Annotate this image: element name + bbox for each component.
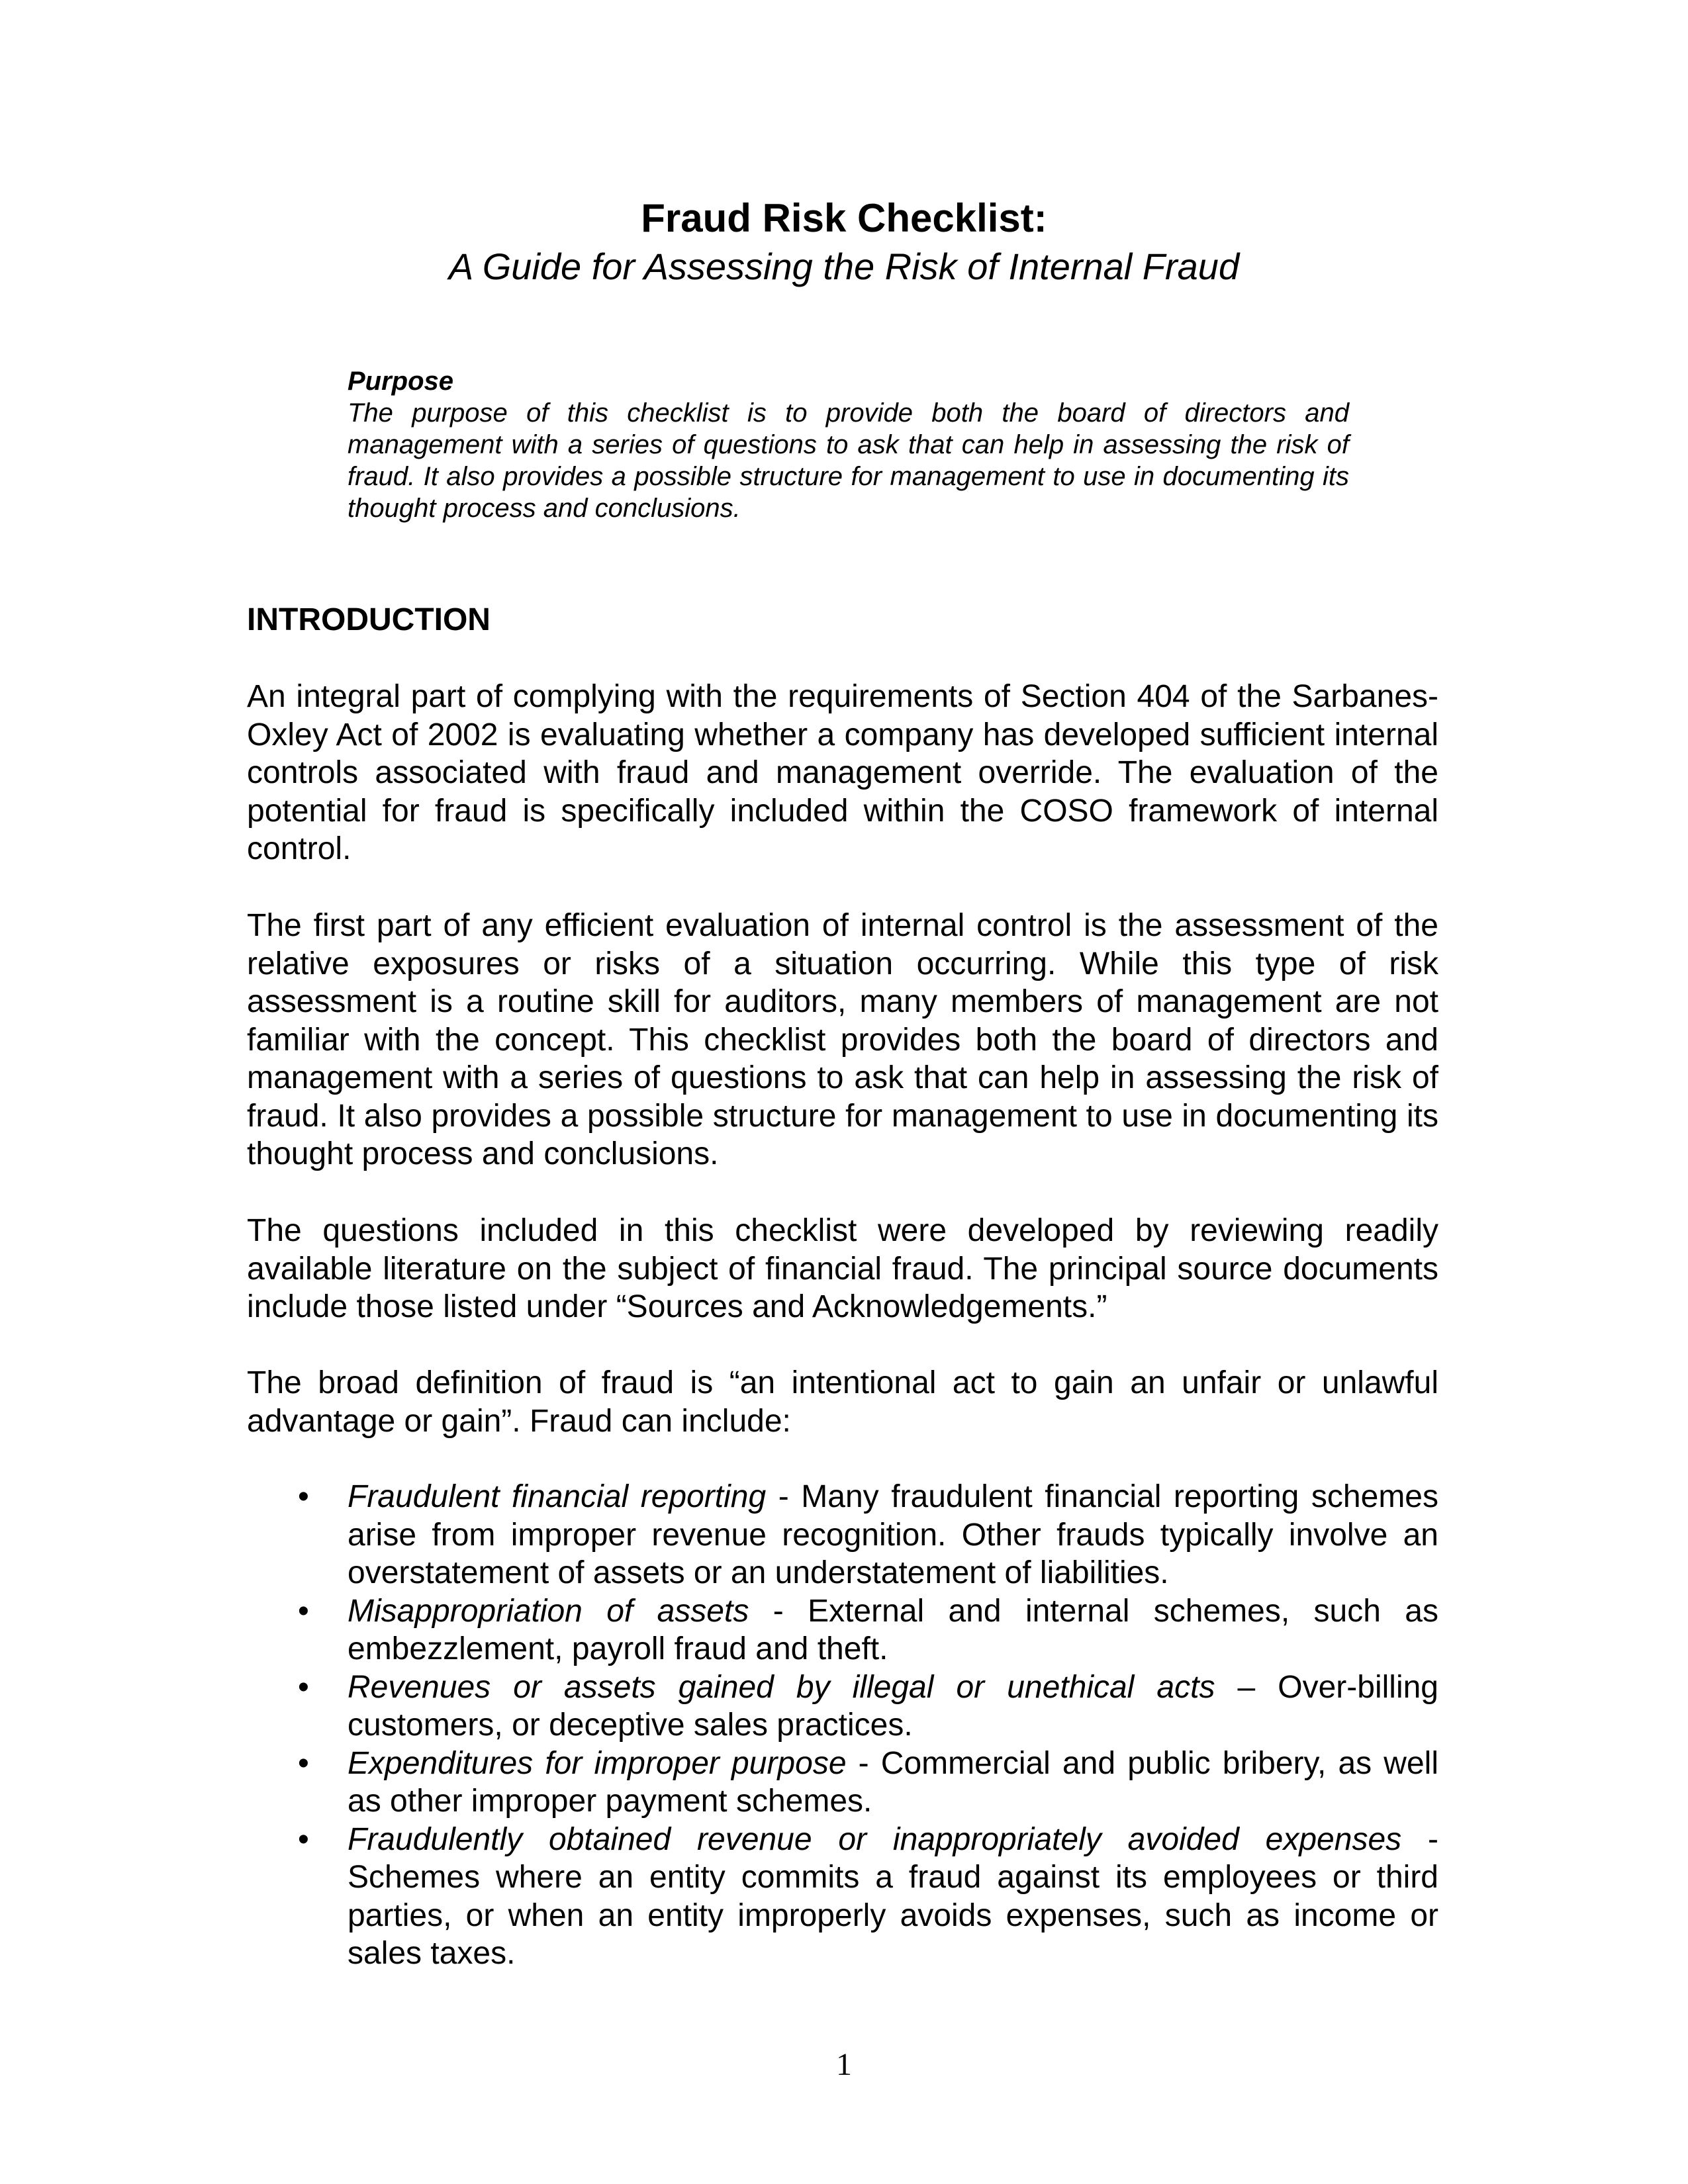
bullet-icon: • — [298, 1669, 309, 1705]
introduction-heading: INTRODUCTION — [247, 602, 491, 637]
intro-paragraph: The broad definition of fraud is “an intentional act to gain an unfair or unlawful advantage or gain”. Fraud can include: — [247, 1365, 1438, 1439]
purpose-heading: Purpose — [348, 367, 454, 396]
bullet-term: Fraudulent financial reporting — [348, 1479, 767, 1514]
list-item — [247, 1745, 1438, 1821]
bullet-text: - Commercial and public bribery, as well as other improper payment schemes. — [348, 1745, 1438, 1819]
document-title: Fraud Risk Checklist: — [641, 196, 1047, 240]
list-item — [247, 1821, 1438, 1973]
bullet-text: - External and internal schemes, such as embezzlement, payroll fraud and theft. — [348, 1593, 1438, 1666]
purpose-block — [348, 365, 1349, 524]
list-item — [247, 1592, 1438, 1668]
list-item — [247, 1668, 1438, 1745]
bullet-text: – Over-billing customers, or deceptive sales practices. — [348, 1669, 1439, 1743]
bullet-icon: • — [298, 1745, 309, 1781]
bullet-term: Misappropriation of assets — [348, 1593, 749, 1629]
purpose-text: The purpose of this checklist is to provide both the board of directors and management with a series of questions to ask that can help in assessing the risk of fraud. It also provides a possible structure for management to use in documenting its thought process and conclusions. — [348, 398, 1349, 523]
bullet-icon: • — [298, 1479, 309, 1514]
list-item — [247, 1478, 1438, 1592]
intro-paragraph: An integral part of complying with the requirements of Section 404 of the Sarbanes- Oxley Act of 2002 is evaluating whether a company has developed sufficient internal controls associated with fraud and management override. The evaluation of the potential for fraud is specifically included within the COSO framework of internal control. — [247, 679, 1438, 866]
bullet-term: Revenues or assets gained by illegal or unethical acts — [348, 1669, 1215, 1705]
fraud-types-list — [247, 1478, 1438, 1973]
intro-paragraph: The first part of any efficient evaluation of internal control is the assessment of the relative exposures or risks of a situation occurring. While this type of risk assessment is a routine skill for auditors, many members of management are not familiar with the concept. This checklist provides both the board of directors and management with a series of questions to ask that can help in assessing the risk of fraud. It also provides a possible structure for management to use in documenting its thought process and conclusions. — [247, 908, 1438, 1171]
bullet-text: - Many fraudulent financial reporting schemes arise from improper revenue recognition. Other frauds typically involve an overstatement of assets or an understatement of liabilities. — [348, 1479, 1438, 1590]
page-number: 1 — [836, 2047, 852, 2082]
bullet-term: Fraudulently obtained revenue or inappropriately avoided expenses — [348, 1821, 1402, 1857]
intro-paragraph: The questions included in this checklist were developed by reviewing readily available literature on the subject of financial fraud. The principal source documents include those listed under “Sources and Acknowledgements.” — [247, 1213, 1438, 1324]
bullet-icon: • — [298, 1593, 309, 1629]
bullet-term: Expenditures for improper purpose — [348, 1745, 847, 1781]
bullet-icon: • — [298, 1821, 309, 1857]
bullet-text: - Schemes where an entity commits a fraud against its employees or third parties, or when an entity improperly avoids expenses, such as income or sales taxes. — [348, 1821, 1438, 1971]
document-subtitle: A Guide for Assessing the Risk of Internal Fraud — [448, 246, 1240, 287]
